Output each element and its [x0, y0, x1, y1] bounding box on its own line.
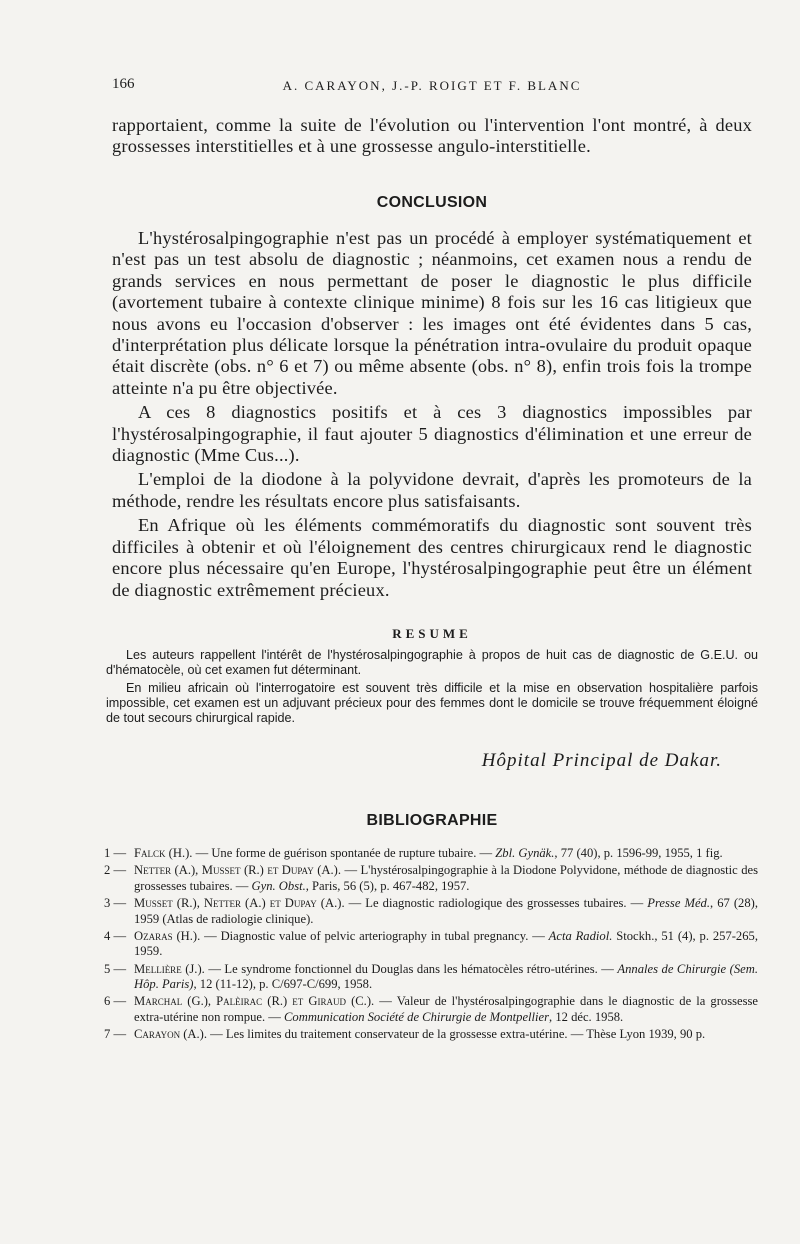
bibliography-heading: BIBLIOGRAPHIE — [366, 812, 498, 829]
entry-title: — Les limites du traitement conservateur de la grossesse extra-utérine. — Thèse Lyon 1939, 90 p. — [207, 1027, 706, 1042]
entry-authors: Ozaras (H.). — [134, 928, 201, 943]
bibliography-entry — [104, 962, 758, 993]
entry-authors: Falck (H.). — [134, 846, 193, 860]
affiliation-signature: Hôpital Principal de Dakar. — [481, 750, 722, 771]
entry-title: — Le syndrome fonctionnel du Douglas dans les hématocèles rétro-utérines. — — [204, 961, 618, 976]
running-head — [112, 76, 752, 100]
conclusion-paragraph: A ces 8 diagnostics positifs et à ces 3 diagnostics impossibles par l'hystérosalpingographie, il faut ajouter 5 diagnostics d'élimination et une erreur de diagnostic (Mme Cus...). — [112, 402, 752, 466]
resume-paragraph: En milieu africain où l'interrogatoire est souvent très difficile et la mise en observation hospitalière parfois impossible, cet examen est un adjuvant précieux pour des femmes dont le domicile se trouve fréquemment éloigné de tout secours chirurgical rapide. — [106, 681, 758, 725]
entry-journal: Acta Radiol. — [548, 928, 613, 943]
entry-number: 1 — — [104, 846, 127, 860]
entry-authors: Netter (A.), Musset (R.) et Dupay (A.). — [134, 863, 341, 878]
entry-title: — Valeur de l'hystérosalpingographie dans le diagnostic de la grossesse extra-utérine non rompue. — — [134, 994, 759, 1024]
entry-journal: Zbl. Gynäk. — [495, 846, 555, 860]
conclusion-section — [112, 228, 752, 604]
entry-journal: Gyn. Obst. — [251, 878, 306, 893]
entry-details: , Paris, 56 (5), p. 467-482, 1957. — [305, 878, 470, 893]
bibliography-list — [104, 846, 758, 1044]
bibliography-entry — [104, 863, 758, 894]
conclusion-heading: CONCLUSION — [376, 194, 488, 211]
bibliography-entry — [104, 929, 758, 960]
entry-details: , 67 (28), 1959 (Atlas de radiologie clinique). — [134, 895, 758, 926]
running-head-authors: A. CARAYON, J.-P. ROIGT ET F. BLANC — [282, 78, 582, 93]
entry-details: , 12 déc. 1958. — [549, 1009, 624, 1024]
entry-authors: Mellière (J.). — [134, 961, 205, 976]
entry-title: — L'hystérosalpingographie à la Diodone Polyvidone, méthode de diagnostic des grossesses tubaires. — — [134, 863, 758, 893]
entry-journal: Communication Société de Chirurgie de Montpellier — [284, 1009, 550, 1024]
entry-number: 5 — — [104, 961, 127, 976]
resume-paragraph: Les auteurs rappellent l'intérêt de l'hystérosalpingographie à propos de huit cas de diagnostic de G.E.U. ou d'hématocèle, où cet examen fut déterminant. — [106, 648, 758, 677]
entry-details: , 77 (40), p. 1596-99, 1955, 1 fig. — [554, 846, 723, 860]
entry-number: 4 — — [104, 928, 127, 943]
intro-paragraph — [112, 115, 752, 158]
bibliography-entry — [104, 994, 758, 1025]
entry-authors: Carayon (A.). — [134, 1027, 208, 1042]
entry-authors: Musset (R.), Netter (A.) et Dupay (A.). — [134, 895, 345, 910]
entry-details: , 12 (11-12), p. C/697-C/699, 1958. — [193, 977, 373, 992]
resume-section — [106, 648, 758, 729]
intro-text: rapportaient, comme la suite de l'évolution ou l'intervention l'ont montré, à deux grossesses interstitielles et à une grossesse angulo-interstitielle. — [112, 115, 752, 157]
entry-number: 3 — — [104, 895, 127, 910]
entry-title: — Une forme de guérison spontanée de rupture tubaire. — — [192, 846, 496, 860]
entry-number: 6 — — [104, 994, 127, 1009]
conclusion-paragraph: L'emploi de la diodone à la polyvidone devrait, d'après les promoteurs de la méthode, rendre les résultats encore plus satisfaisants. — [112, 469, 752, 511]
entry-journal: Presse Méd. — [647, 895, 710, 910]
resume-heading: RESUME — [392, 626, 472, 641]
bibliography-entry — [104, 1027, 758, 1043]
entry-number: 2 — — [104, 863, 127, 878]
bibliography-entry — [104, 846, 758, 862]
bibliography-entry — [104, 896, 758, 927]
entry-number: 7 — — [104, 1027, 127, 1042]
conclusion-paragraph: L'hystérosalpingographie n'est pas un procédé à employer systématiquement et n'est pas un test absolu de diagnostic ; néanmoins, cet examen nous a rendu de grands services en nous permettant de poser le diagnostic le plus difficile (avortement tubaire à contexte clinique minime) 8 fois sur les 16 cas litigieux que nous avons eu l'occasion d'observer : les images ont été évidentes dans 5 cas, d'interprétation plus délicate lorsque la pénétration intra-ovulaire du produit opaque était discrète (obs. n° 6 et 7) ou même absente (obs. n° 8), enfin trois fois la trompe atteinte n'a pu être objectivée. — [112, 228, 752, 398]
conclusion-paragraph: En Afrique où les éléments commémoratifs du diagnostic sont souvent très difficiles à obtenir et où l'éloignement des centres chirurgicaux rend le diagnostic encore plus nécessaire qu'en Europe, l'hystérosalpingographie peut être un élément de diagnostic extrêmement précieux. — [112, 515, 752, 600]
entry-details: Stockh., 51 (4), p. 257-265, 1959. — [134, 928, 758, 959]
entry-title: — Diagnostic value of pelvic arteriography in tubal pregnancy. — — [200, 928, 549, 943]
entry-journal: Annales de Chirurgie (Sem. Hôp. Paris) — [134, 961, 758, 992]
page-number: 166 — [112, 76, 135, 92]
entry-title: — Le diagnostic radiologique des grossesses tubaires. — — [344, 895, 648, 910]
entry-authors: Marchal (G.), Palèirac (R.) et Giraud (C.). — [134, 994, 375, 1009]
